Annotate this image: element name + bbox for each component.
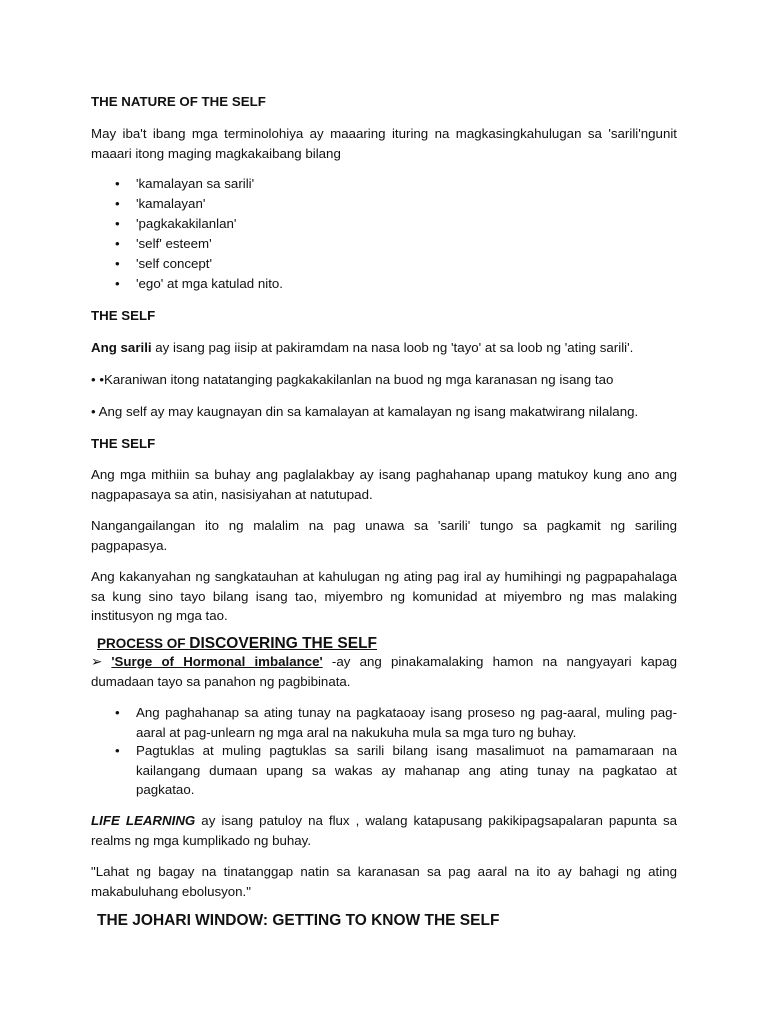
heading-nature-of-self: THE NATURE OF THE SELF — [91, 94, 266, 109]
paragraph-kakanyahan: Ang kakanyahan ng sangkatauhan at kahulugan ng ating pag iral ay humihingi ng pagpapahalaga sa kung sino tayo bilang isang tao, miyembro ng komunidad at miyembro ng mas malaking institusyon ng mga tao. — [91, 569, 677, 624]
paragraph-ang-sarili: Ang sarili ay isang pag iisip at pakiramdam na nasa loob ng 'tayo' at sa loob ng 'ating sarili'. — [91, 340, 634, 355]
list-item: • 'ego' at mga katulad nito. — [115, 274, 283, 294]
list-item: • Ang paghahanap sa ating tunay na pagkataoay isang proseso ng pag-aaral, muling pag-aaral at pag-unlearn ng mga aral na nakukuha mula sa mga turo ng buhay. — [115, 705, 677, 740]
paragraph-surge: ➢ 'Surge of Hormonal imbalance' -ay ang pinakamalaking hamon na nangyayari kapag dumadaan tayo sa panahon ng pagbibinata. — [91, 654, 677, 689]
bullet-glyph: • — [115, 196, 120, 211]
heading-johari-window: THE JOHARI WINDOW: GETTING TO KNOW THE SELF — [97, 912, 500, 929]
bold-italic-term: LIFE LEARNING — [91, 813, 196, 828]
list-item: • 'kamalayan sa sarili' — [115, 174, 254, 194]
surge-term: 'Surge of Hormonal imbalance' — [111, 654, 323, 669]
bullet-glyph: • — [115, 176, 120, 191]
bullet-glyph: • — [115, 276, 120, 291]
paragraph-life-learning: LIFE LEARNING ay isang patuloy na flux , walang katapusang pakikipagsapalaran papunta sa realms ng mga kumplikado ng buhay. — [91, 813, 677, 848]
list-item: • 'self concept' — [115, 254, 212, 274]
list-item: • 'self' esteem' — [115, 234, 212, 254]
bullet-glyph: • — [115, 216, 120, 231]
list-item: • 'kamalayan' — [115, 194, 205, 214]
bullet-glyph: • — [115, 705, 120, 720]
paragraph-terminology: May iba't ibang mga terminolohiya ay maaaring ituring na magkasingkahulugan sa 'sarili'ngunit maaari itong maging magkakaibang bilang — [91, 126, 677, 161]
paragraph-quote: "Lahat ng bagay na tinatanggap natin sa karanasan sa pag aaral na ito ay bahagi ng ating makabuluhang ebolusyon." — [91, 864, 677, 899]
paragraph-karaniwan: • •Karaniwan itong natatanging pagkakakilanlan na buod ng mga karanasan ng isang tao — [91, 372, 614, 387]
paragraph-kaugnayan: • Ang self ay may kaugnayan din sa kamalayan at kamalayan ng isang makatwirang nilalang. — [91, 404, 639, 419]
list-item: • Pagtuklas at muling pagtuklas sa sarili bilang isang masalimuot na pamamaraan na kailangang dumaan upang sa wakas ay mahanap ang ating tunay na pagkatao at pagkatao. — [115, 743, 677, 798]
heading-the-self: THE SELF — [91, 308, 156, 323]
paragraph-mithiin: Ang mga mithiin sa buhay ang paglalakbay ay isang paghahanap upang matukoy kung ano ang nagpapasaya sa atin, nasisiyahan at natutupad. — [91, 467, 677, 502]
bold-term: Ang sarili — [91, 340, 152, 355]
arrow-bullet-icon: ➢ — [91, 654, 103, 669]
heading-process: PROCESS OF DISCOVERING THE SELF — [97, 635, 378, 652]
bullet-glyph: • — [115, 743, 120, 758]
heading-the-self-2: THE SELF — [91, 436, 156, 451]
bullet-glyph: • — [115, 236, 120, 251]
paragraph-nangangailangan: Nangangailangan ito ng malalim na pag unawa sa 'sarili' tungo sa pagkamit ng sariling pagpapasya. — [91, 518, 677, 553]
list-item: • 'pagkakakilanlan' — [115, 214, 236, 234]
bullet-glyph: • — [115, 256, 120, 271]
